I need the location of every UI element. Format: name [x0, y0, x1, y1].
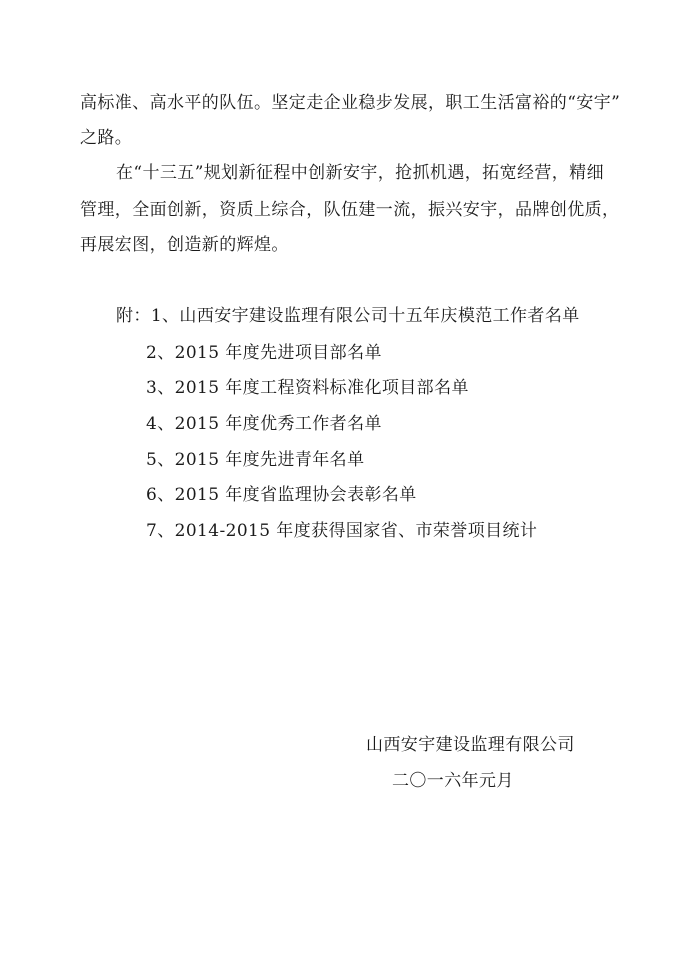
attachment-item-6: 6、2015 年度省监理协会表彰名单 — [146, 485, 417, 505]
attachment-item-4: 4、2015 年度优秀工作者名单 — [146, 414, 382, 434]
paragraph-1-line-1: 高标准、高水平的队伍。坚定走企业稳步发展，职工生活富裕的“安宇” — [80, 93, 621, 113]
attachment-item-5: 5、2015 年度先进青年名单 — [146, 450, 365, 470]
paragraph-2-line-2: 管理，全面创新，资质上综合，队伍建一流，振兴安宇，品牌创优质， — [80, 200, 620, 220]
attachment-list — [116, 305, 580, 327]
attachment-label: 附： — [116, 306, 151, 326]
signature-date: 二〇一六年元月 — [392, 771, 514, 791]
attachment-item-3: 3、2015 年度工程资料标准化项目部名单 — [146, 378, 469, 398]
paragraph-1-line-2: 之路。 — [80, 128, 133, 148]
attachment-item-1: 1、山西安宇建设监理有限公司十五年庆模范工作者名单 — [150, 306, 580, 326]
attachment-item-7: 7、2014-2015 年度获得国家省、市荣誉项目统计 — [146, 521, 538, 541]
paragraph-2-line-3: 再展宏图，创造新的辉煌。 — [80, 235, 289, 255]
attachment-item-2: 2、2015 年度先进项目部名单 — [146, 343, 382, 363]
signature-company: 山西安宇建设监理有限公司 — [366, 735, 575, 755]
paragraph-2-line-1: 在“十三五”规划新征程中创新安宇，抢抓机遇，拓宽经营，精细 — [116, 163, 604, 183]
